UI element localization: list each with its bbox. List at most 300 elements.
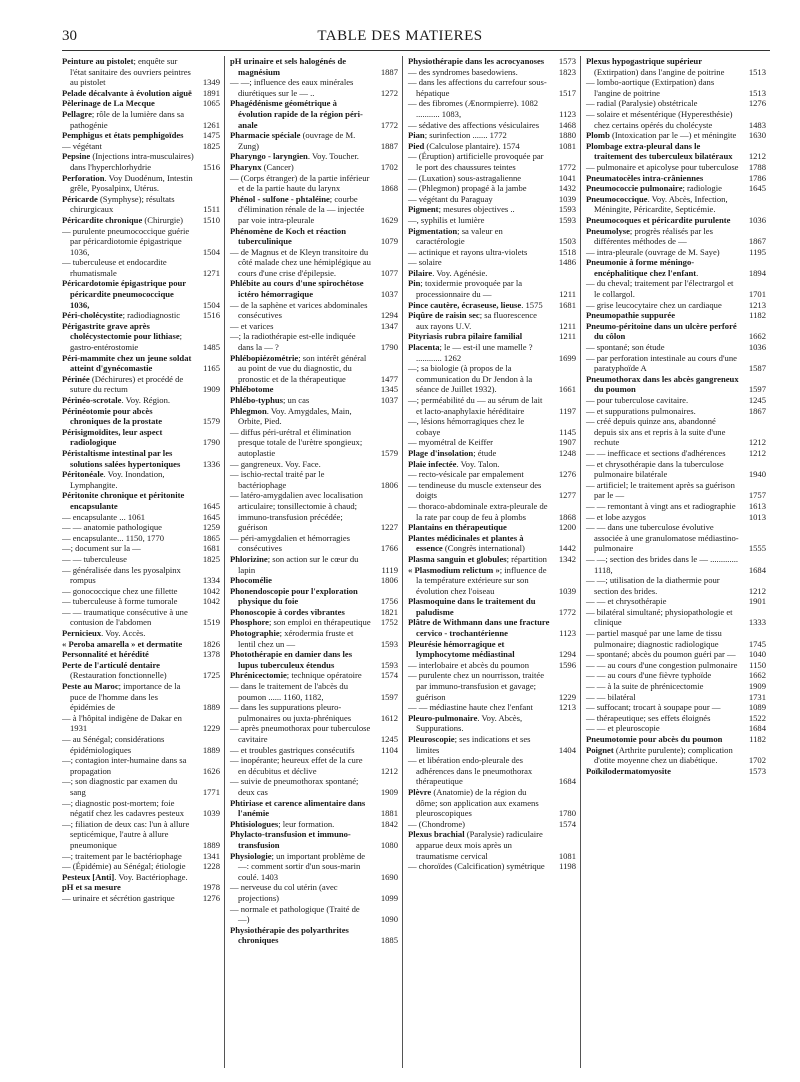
index-entry <box>62 512 220 523</box>
page-title: TABLE DES MATIERES <box>317 28 483 44</box>
index-page-ref: 1211 <box>559 331 576 342</box>
index-page-ref: 1842 <box>380 818 398 829</box>
index-entry <box>408 533 576 554</box>
index-page-ref: 1681 <box>558 299 576 310</box>
index-entry <box>408 67 576 78</box>
index-term: Plage d'insolation; étude <box>408 447 497 458</box>
index-term: — suivie de pneumothorax spontané; deux cas <box>230 776 359 797</box>
index-term: Plâtre de Withmann dans une fracture cervico - trochantérienne <box>408 617 550 639</box>
index-term: — du cheval; traitement par l'électrargol et le collargol. <box>586 278 734 300</box>
index-page-ref: 1684 <box>558 776 576 787</box>
index-entry <box>230 617 398 628</box>
index-entry <box>230 321 398 332</box>
index-page-ref: 1041 <box>558 172 576 183</box>
index-page-ref: 1245 <box>748 395 766 405</box>
index-term: Phénol - sulfone - phtaléine; courbe d'élimination rénale de la — injectée par voie intra-pleurale <box>230 193 365 225</box>
index-term: — — remontant à vingt ans et radiographie <box>586 500 736 511</box>
index-term: Péritonite chronique et péritonite encapsulante <box>62 490 185 511</box>
index-entry <box>408 501 576 522</box>
index-term: Phosphore; son emploi en thérapeutique <box>230 617 371 628</box>
index-entry <box>62 543 220 554</box>
index-page-ref: 1645 <box>202 511 220 522</box>
index-page-ref: 1198 <box>559 861 576 872</box>
index-term: — — et chrysothérapie <box>586 596 667 607</box>
index-term: — végétant du Paraguay <box>408 193 493 204</box>
index-page-ref: 1867 <box>748 405 766 416</box>
index-term: — — dans une tuberculose évolutive associée à une granulomatose médiastino-pulmonaire <box>586 522 739 554</box>
index-entry <box>230 247 398 279</box>
index-term: pH urinaire et sels halogénés de magnésium <box>230 56 347 77</box>
index-entry <box>230 353 398 385</box>
index-page-ref: 1681 <box>202 543 220 554</box>
index-page-ref: 1731 <box>748 691 766 702</box>
index-page-ref: 1077 <box>380 267 398 278</box>
index-entry <box>408 395 576 416</box>
index-term: — et suppurations pulmonaires. <box>586 405 696 416</box>
index-entry <box>62 395 220 406</box>
index-term: — normale et pathologique (Traité de —) <box>230 903 360 925</box>
index-entry <box>230 851 398 883</box>
index-entry <box>408 469 576 480</box>
index-entry <box>586 512 766 523</box>
index-entry <box>62 194 220 215</box>
index-term: — diffus péri-urétral et élimination presque totale de l'urètre spongieux; autoplastie <box>230 426 363 458</box>
index-entry <box>586 575 766 596</box>
index-entry <box>408 734 576 755</box>
index-entry <box>586 98 766 109</box>
index-page-ref: 1276 <box>748 98 766 109</box>
index-term: Pityriasis rubra pilaire familial <box>408 331 523 342</box>
index-term: Périnée (Déchirures) et procédé de suture du rectum <box>62 373 184 395</box>
index-term: —; contagion inter-humaine dans sa propagation <box>62 755 187 776</box>
index-term: Phylacto-transfusion et immuno-transfusion <box>230 829 351 850</box>
index-page-ref: 1341 <box>202 850 220 861</box>
index-page-ref: 1432 <box>558 183 576 194</box>
index-entry <box>62 586 220 597</box>
index-term: — myométral de Keiffer <box>408 437 494 448</box>
index-term: — et lobe azygos <box>586 511 646 522</box>
index-term: — radial (Paralysie) obstétricale <box>586 98 698 109</box>
index-entry <box>408 215 576 226</box>
index-term: — gonococcique chez une fillette <box>62 585 178 596</box>
column-divider <box>402 56 403 1068</box>
index-page-ref: 1212 <box>748 151 766 162</box>
index-term: Pepsine (Injections intra-musculaires) dans l'hyperchlorhydrie <box>62 151 194 172</box>
index-page-ref: 1662 <box>748 331 766 342</box>
index-page-ref: 1772 <box>558 606 576 617</box>
index-term: Pneumococcique. Voy. Abcès, Infection, Méningite, Péricardite, Septicémie. <box>586 193 728 215</box>
index-term: —; sa biologie (à propos de la communication du Dr Jendon à la séance de Juillet 1932). <box>408 363 533 395</box>
index-entry <box>62 649 220 660</box>
index-entry <box>62 88 220 99</box>
index-term: — encapsulante ... 1061 <box>62 511 146 522</box>
index-entry <box>62 278 220 310</box>
index-term: Plasma sanguin et globules; répartition <box>408 553 547 564</box>
index-page-ref: 1790 <box>380 342 398 353</box>
index-term: Poignet (Arthrite purulente); complication d'otite moyenne chez un diabétique. <box>586 744 733 766</box>
index-entry <box>586 660 766 671</box>
index-page-ref: 1868 <box>558 511 576 522</box>
index-page-ref: 1887 <box>380 66 398 77</box>
index-term: — solaire <box>408 257 442 268</box>
index-entry <box>408 342 576 363</box>
index-term: — (Chondrome) <box>408 818 466 829</box>
index-page-ref: 1197 <box>559 405 576 416</box>
index-page-ref: 1788 <box>748 161 766 172</box>
index-term: — grise leucocytaire chez un cardiaque <box>586 299 722 310</box>
index-term: Pneumonie à forme méningo-encéphalitique chez l'enfant. <box>586 257 699 278</box>
index-entry <box>586 448 766 459</box>
index-page-ref: 1503 <box>558 236 576 247</box>
index-entry <box>408 755 576 787</box>
index-page-ref: 1510 <box>202 214 220 225</box>
index-entry <box>62 141 220 152</box>
index-entry <box>62 893 220 904</box>
index-entry <box>230 723 398 744</box>
index-term: — bilatéral simultané; physiopathologie et clinique <box>586 606 733 628</box>
index-entry <box>62 257 220 278</box>
index-term: — au Sénégal; considérations épidémiologiques <box>62 734 165 755</box>
index-term: — — au cours d'une fièvre typhoïde <box>586 670 712 681</box>
index-term: Photographie; xérodermia fruste et lentil chez un — <box>230 628 354 649</box>
index-entry <box>586 649 766 660</box>
index-term: — (Luxation) sous-astragalienne <box>408 172 522 183</box>
index-entry <box>408 257 576 268</box>
index-page-ref: 1881 <box>380 808 398 819</box>
index-term: — et varices <box>230 320 274 331</box>
index-term: Plantes médicinales et plantes à essence (Congrès international) <box>408 532 525 554</box>
index-entry <box>408 120 576 131</box>
index-term: Périnéo-scrotale. Voy. Région. <box>62 395 171 405</box>
index-term: — lombo-aortique (Extirpation) dans l'angine de poitrine <box>586 77 715 98</box>
index-term: Pharyngo - laryngien. Voy. Toucher. <box>230 151 359 162</box>
index-entry <box>62 215 220 226</box>
index-entry <box>230 628 398 649</box>
index-term: Physiothérapie des polyarthrites chroniques <box>230 924 349 946</box>
index-page-ref: 1909 <box>748 681 766 692</box>
index-entry <box>408 226 576 247</box>
index-entry <box>62 628 220 639</box>
index-page-ref: 1182 <box>749 734 766 744</box>
index-page-ref: 1276 <box>202 892 220 903</box>
index-term: — suffocant; trocart à soupape pour — <box>586 702 721 713</box>
index-term: —; filiation de deux cas: l'un à allure septicémique, l'autre à allure pneumonique <box>62 818 190 850</box>
index-term: Plantains en thérapeutique <box>408 522 507 533</box>
index-entry <box>230 554 398 575</box>
index-page-ref: 1806 <box>380 575 398 586</box>
index-term: Pilaire. Voy. Agénésie. <box>408 267 488 278</box>
index-entry <box>586 692 766 703</box>
index-term: —, lésions hémorragiques chez le cobaye <box>408 416 525 437</box>
index-entry <box>408 554 576 565</box>
index-term: — recto-vésicale par empalement <box>408 469 524 480</box>
index-entry <box>230 882 398 903</box>
index-page-ref: 1442 <box>558 543 576 554</box>
index-page-ref: 1865 <box>202 532 220 543</box>
index-term: Pleurésie hémorragique et lymphocytome médiastinal <box>408 638 515 660</box>
index-term: Phtiriase et carence alimentaire dans l'anémie <box>230 797 366 819</box>
index-entry <box>230 173 398 194</box>
index-page-ref: 1867 <box>748 236 766 247</box>
index-term: Phlébo-typhus; un cas <box>230 395 310 405</box>
index-page-ref: 1229 <box>202 723 220 734</box>
index-term: — —; influence des eaux minérales diurétiques sur le — .. <box>230 77 354 98</box>
index-term: — dans les suppurations pleuro-pulmonaires ou juxta-phréniques <box>230 702 352 723</box>
column-divider <box>224 56 225 1068</box>
index-entry <box>408 173 576 184</box>
index-page-ref: 1909 <box>202 384 220 395</box>
index-page-ref: 1597 <box>748 384 766 395</box>
index-page-ref: 1699 <box>558 352 576 363</box>
index-page-ref: 1826 <box>202 638 220 649</box>
index-page-ref: 1573 <box>558 56 576 66</box>
index-page-ref: 1090 <box>380 914 398 925</box>
index-entry <box>408 829 576 861</box>
index-entry <box>62 406 220 427</box>
index-page-ref: 1349 <box>202 77 220 88</box>
index-term: Pneumotomie pour abcès du poumon <box>586 734 723 744</box>
index-page-ref: 1079 <box>380 236 398 247</box>
index-page-ref: 1725 <box>202 670 220 681</box>
index-term: Plomb (Intoxication par le —) et méningite <box>586 130 737 141</box>
index-page-ref: 1485 <box>202 342 220 353</box>
index-entry <box>230 130 398 151</box>
index-page-ref: 1907 <box>558 437 576 448</box>
index-term: Pesteux [Anti]. Voy. Bactériophage. <box>62 871 188 882</box>
index-entry <box>586 141 766 162</box>
index-term: — dans le traitement de l'abcès du poumon ...... 1160, 1182, <box>230 681 349 702</box>
index-term: — par perforation intestinale au cours d'une paratyphoïde A <box>586 352 737 374</box>
index-page-ref: 1593 <box>558 214 576 225</box>
index-term: — tuberculeuse à forme tumorale <box>62 596 178 607</box>
index-term: — et libération endo-pleurale des adhérences dans le pneumothorax thérapeutique <box>408 755 533 787</box>
index-term: —, syphilis et lumière <box>408 214 485 225</box>
index-term: — latéro-amygdalien avec localisation articulaire; tonsillectomie à chaud; immuno-transfusion précédée; guérison <box>230 490 363 533</box>
index-term: Pigmentation; sa valeur en caractérologie <box>408 225 503 247</box>
index-term: — purulente chez un nourrisson, traitée par immuno-transfusion et gavage; guérison <box>408 670 545 702</box>
index-page-ref: 1613 <box>748 500 766 511</box>
index-term: — généralisée dans les pyosalpinx rompus <box>62 564 181 586</box>
index-entry <box>408 660 576 671</box>
index-term: Phénomène de Koch et réaction tuberculinique <box>230 225 346 247</box>
index-page-ref: 1522 <box>748 712 766 723</box>
index-entry <box>586 374 766 395</box>
index-entry <box>230 300 398 321</box>
index-entry <box>62 882 220 893</box>
index-entry <box>230 384 398 395</box>
index-entry <box>62 798 220 819</box>
index-entry <box>586 406 766 417</box>
index-page-ref: 1645 <box>748 183 766 194</box>
index-column-2 <box>224 56 402 1068</box>
index-page-ref: 1065 <box>202 98 220 109</box>
index-page-ref: 1294 <box>558 649 576 660</box>
index-term: —; son diagnostic par examen du sang <box>62 776 178 797</box>
index-page-ref: 1630 <box>748 130 766 141</box>
index-entry <box>408 596 576 617</box>
index-term: Pneumatocèles intra-crâniennes <box>586 172 704 183</box>
index-page-ref: 1661 <box>558 384 576 395</box>
index-entry <box>62 607 220 628</box>
index-page-ref: 1404 <box>558 744 576 755</box>
index-entry <box>62 851 220 862</box>
index-entry <box>408 183 576 194</box>
index-term: — artificiel; le traitement après sa guérison par le — <box>586 479 735 501</box>
index-page-ref: 1889 <box>202 839 220 850</box>
index-term: Pleuro-pulmonaire. Voy. Abcès, Suppurations. <box>408 712 523 734</box>
index-page-ref: 1909 <box>380 786 398 797</box>
index-entry <box>586 596 766 607</box>
index-entry <box>62 872 220 883</box>
index-page-ref: 1690 <box>380 871 398 882</box>
index-page-ref: 1806 <box>380 479 398 490</box>
index-term: — nerveuse du col utérin (avec projections) <box>230 882 338 903</box>
index-entry <box>408 639 576 660</box>
index-page-ref: 1596 <box>558 659 576 670</box>
index-entry <box>230 151 398 162</box>
index-term: — après pneumothorax pour tuberculose cavitaire <box>230 723 371 744</box>
index-entry <box>408 77 576 98</box>
index-term: Phlébite au cours d'une spirochétose ictéro hémorragique <box>230 278 364 300</box>
index-entry <box>230 278 398 299</box>
index-column-1 <box>62 56 224 1068</box>
page-header <box>0 28 800 48</box>
index-page-ref: 1228 <box>202 861 220 872</box>
index-entry <box>230 904 398 925</box>
index-page-ref: 1080 <box>380 839 398 850</box>
column-divider <box>580 56 581 1068</box>
index-entry <box>62 565 220 586</box>
index-entry <box>408 861 576 872</box>
index-entry <box>230 829 398 850</box>
index-entry <box>586 723 766 734</box>
index-page-ref: 1574 <box>380 670 398 681</box>
index-entry <box>230 162 398 173</box>
index-page-ref: 1477 <box>380 373 398 384</box>
index-entry <box>230 56 398 77</box>
index-term: — végétant <box>62 140 102 151</box>
index-entry <box>230 681 398 702</box>
index-page-ref: 1486 <box>558 257 576 268</box>
index-entry <box>586 109 766 130</box>
index-term: — tuberculeuse et endocardite rhumatismale <box>62 257 167 278</box>
index-entry <box>586 183 766 194</box>
index-term: Plasmoquine dans le traitement du paludisme <box>408 596 536 617</box>
index-page-ref: 1766 <box>380 543 398 554</box>
index-entry <box>408 459 576 470</box>
index-page-ref: 1772 <box>380 119 398 130</box>
index-term: — — inefficace et sections d'adhérences <box>586 447 726 458</box>
index-page-ref: 1593 <box>380 638 398 649</box>
index-term: Pharmacie spéciale (ouvrage de M. Zung) <box>230 130 356 151</box>
index-term: Phlegmon. Voy. Amygdales, Main, Orbite, Pied. <box>230 405 352 427</box>
index-page-ref: 1037 <box>380 289 398 300</box>
index-page-ref: 1645 <box>202 500 220 511</box>
index-page-ref: 1702 <box>380 161 398 172</box>
index-term: — de Magnus et de Kleyn transitoire du côté malade chez une hémiplégique au cours d'une crise d'épilepsie. <box>230 246 371 278</box>
index-entry <box>230 755 398 776</box>
index-entry <box>230 194 398 226</box>
index-term: — — médiastine haute chez l'enfant <box>408 702 533 713</box>
index-term: — pulmonaire et apicolyse pour tuberculose <box>586 161 739 172</box>
index-term: Perforation. Voy Duodénum, Intestin grêle, Pyosalpinx, Utérus. <box>62 172 193 194</box>
index-term: Péritonéale. Voy. Inondation, Lymphangite. <box>62 469 165 490</box>
index-entry <box>586 278 766 299</box>
index-term: Pin; toxidermie provoquée par la processionnaire du — <box>408 278 523 300</box>
index-entry <box>62 755 220 776</box>
index-page-ref: 1885 <box>380 935 398 946</box>
index-term: — purulente pneumococcique guérie par péricardiotomie épigastrique 1036, <box>62 225 190 257</box>
index-entry <box>62 109 220 130</box>
index-page-ref: 1227 <box>380 522 398 533</box>
index-entry <box>62 554 220 565</box>
index-term: Péristaltisme intestinal par les solutions salées hypertoniques <box>62 447 181 469</box>
page-number: 30 <box>62 28 77 44</box>
index-entry <box>408 204 576 215</box>
index-page-ref: 1823 <box>558 66 576 77</box>
index-term: Phonendoscopie pour l'exploration physique du foie <box>230 585 358 607</box>
index-term: Piqûre de raisin sec; sa fluorescence aux rayons U.V. <box>408 310 537 331</box>
index-page-ref: 1212 <box>380 765 398 776</box>
index-term: Physiologie; un important problème de —: comment sortir d'un sous-marin coulé. 1403 <box>230 850 366 882</box>
index-entry <box>62 861 220 872</box>
index-term: Pigment; mesures objectives .. <box>408 204 515 215</box>
index-entry <box>62 776 220 797</box>
index-entry <box>408 522 576 533</box>
index-term: Poïkilodermatomyosite <box>586 765 671 776</box>
index-term: Phagédénisme géométrique à évolution rapide de la région péri-anale <box>230 98 363 130</box>
index-term: « Plasmodium relictum »; influence de la température extérieure sur son évolution chez l'oiseau <box>408 564 547 596</box>
index-page-ref: 1579 <box>202 416 220 427</box>
header-rule <box>62 50 770 51</box>
index-entry <box>230 406 398 427</box>
index-entry <box>586 173 766 184</box>
index-page-ref: 1342 <box>558 553 576 564</box>
index-entry <box>62 639 220 650</box>
index-term: — — au cours d'une congestion pulmonaire <box>586 659 738 670</box>
index-page-ref: 1336 <box>202 458 220 469</box>
index-page-ref: 1276 <box>558 469 576 480</box>
index-page-ref: 1042 <box>202 585 220 596</box>
index-page-ref: 1042 <box>202 596 220 607</box>
index-entry <box>586 77 766 98</box>
index-entry <box>230 925 398 946</box>
index-term: — tendineuse du muscle extenseur des doigts <box>408 479 542 501</box>
index-entry <box>62 819 220 851</box>
index-entry <box>230 702 398 723</box>
index-page-ref: 1200 <box>558 522 576 533</box>
index-entry <box>230 533 398 554</box>
index-entry <box>408 363 576 395</box>
index-entry <box>230 670 398 681</box>
index-page-ref: 1245 <box>380 734 398 744</box>
index-entry <box>230 395 398 406</box>
index-entry <box>62 469 220 490</box>
index-page-ref: 1889 <box>202 744 220 755</box>
index-term: Pneumopathie suppurée <box>586 310 676 321</box>
index-term: Phlébotome <box>230 384 274 395</box>
index-entry <box>586 554 766 575</box>
index-page-ref: 1513 <box>748 66 766 77</box>
index-page-ref: 1597 <box>380 691 398 702</box>
index-term: —; perméabilité du — au sérum de lait et lacto-anaphylaxie héréditaire <box>408 395 543 416</box>
index-entry <box>586 247 766 258</box>
index-term: Péricardotomie épigastrique pour péricardite pneumococcique 1036, <box>62 278 186 310</box>
index-entry <box>586 766 766 777</box>
index-column-3 <box>402 56 580 1068</box>
index-term: Pneumothorax dans les abcès gangreneux du poumon <box>586 373 739 395</box>
index-page-ref: 1891 <box>202 87 220 98</box>
